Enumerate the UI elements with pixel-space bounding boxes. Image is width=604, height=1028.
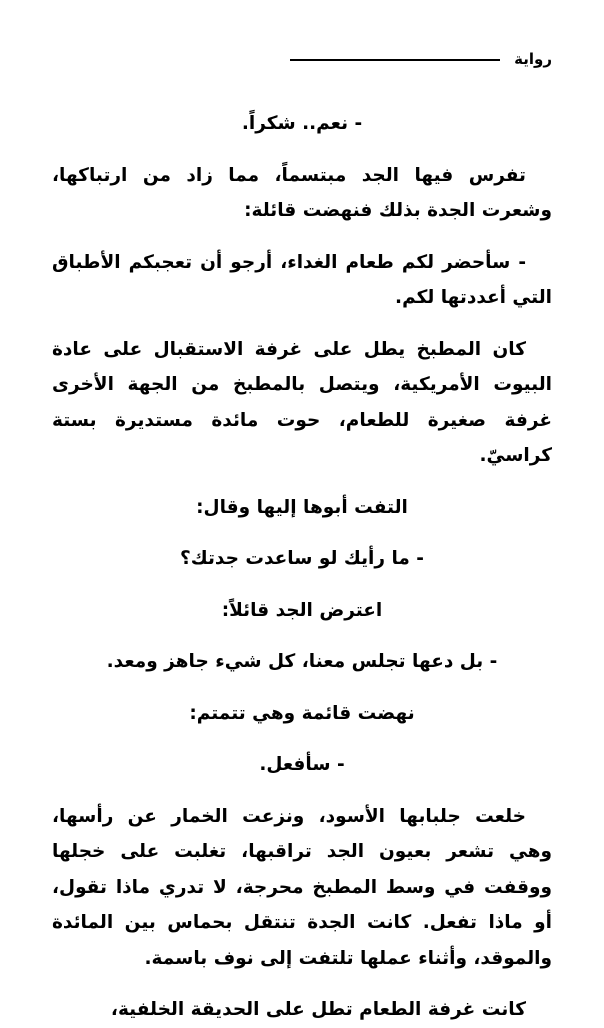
header-rule-divider xyxy=(290,59,500,61)
page-body xyxy=(52,106,552,1028)
paragraph: اعترض الجد قائلاً: xyxy=(221,599,383,621)
paragraph: - بل دعها تجلس معنا، كل شيء جاهز ومعد. xyxy=(106,651,498,673)
page-header-title: رواية xyxy=(514,49,552,68)
paragraph: - سأحضر لكم طعام الغداء، أرجو أن تعجبكم الأطباق التي أعددتها لكم. xyxy=(52,251,552,309)
paragraph: نهضت قائمة وهي تتمتم: xyxy=(189,702,415,724)
paragraph: - نعم.. شكراً. xyxy=(241,113,363,134)
paragraph: - ما رأيك لو ساعدت جدتك؟ xyxy=(180,548,424,570)
paragraph: خلعت جلبابها الأسود، ونزعت الخمار عن رأسها، وهي تشعر بعيون الجد تراقبها، تغلبت على خجلها ووقفت في وسط المطبخ محرجة، لا تدري ماذا تقول، أو ماذا تفعل. كانت الجدة تنتقل بحماس بين المائدة والموقد، وأثناء عملها تلتفت إلى نوف باسمة. xyxy=(52,805,552,969)
paragraph: التفت أبوها إليها وقال: xyxy=(196,496,408,518)
paragraph: كانت غرفة الطعام تطل على الحديقة الخلفية، xyxy=(110,999,526,1021)
paragraph: تفرس فيها الجد مبتسماً، مما زاد من ارتباكها، وشعرت الجدة بذلك فنهضت قائلة: xyxy=(52,164,552,222)
page-header xyxy=(52,40,552,80)
paragraph: - سأفعل. xyxy=(259,754,345,776)
paragraph: كان المطبخ يطل على غرفة الاستقبال على عادة البيوت الأمريكية، ويتصل بالمطبخ من الجهة الأخرى غرفة صغيرة للطعام، حوت مائدة مستديرة بستة كراسيّ. xyxy=(52,338,552,467)
